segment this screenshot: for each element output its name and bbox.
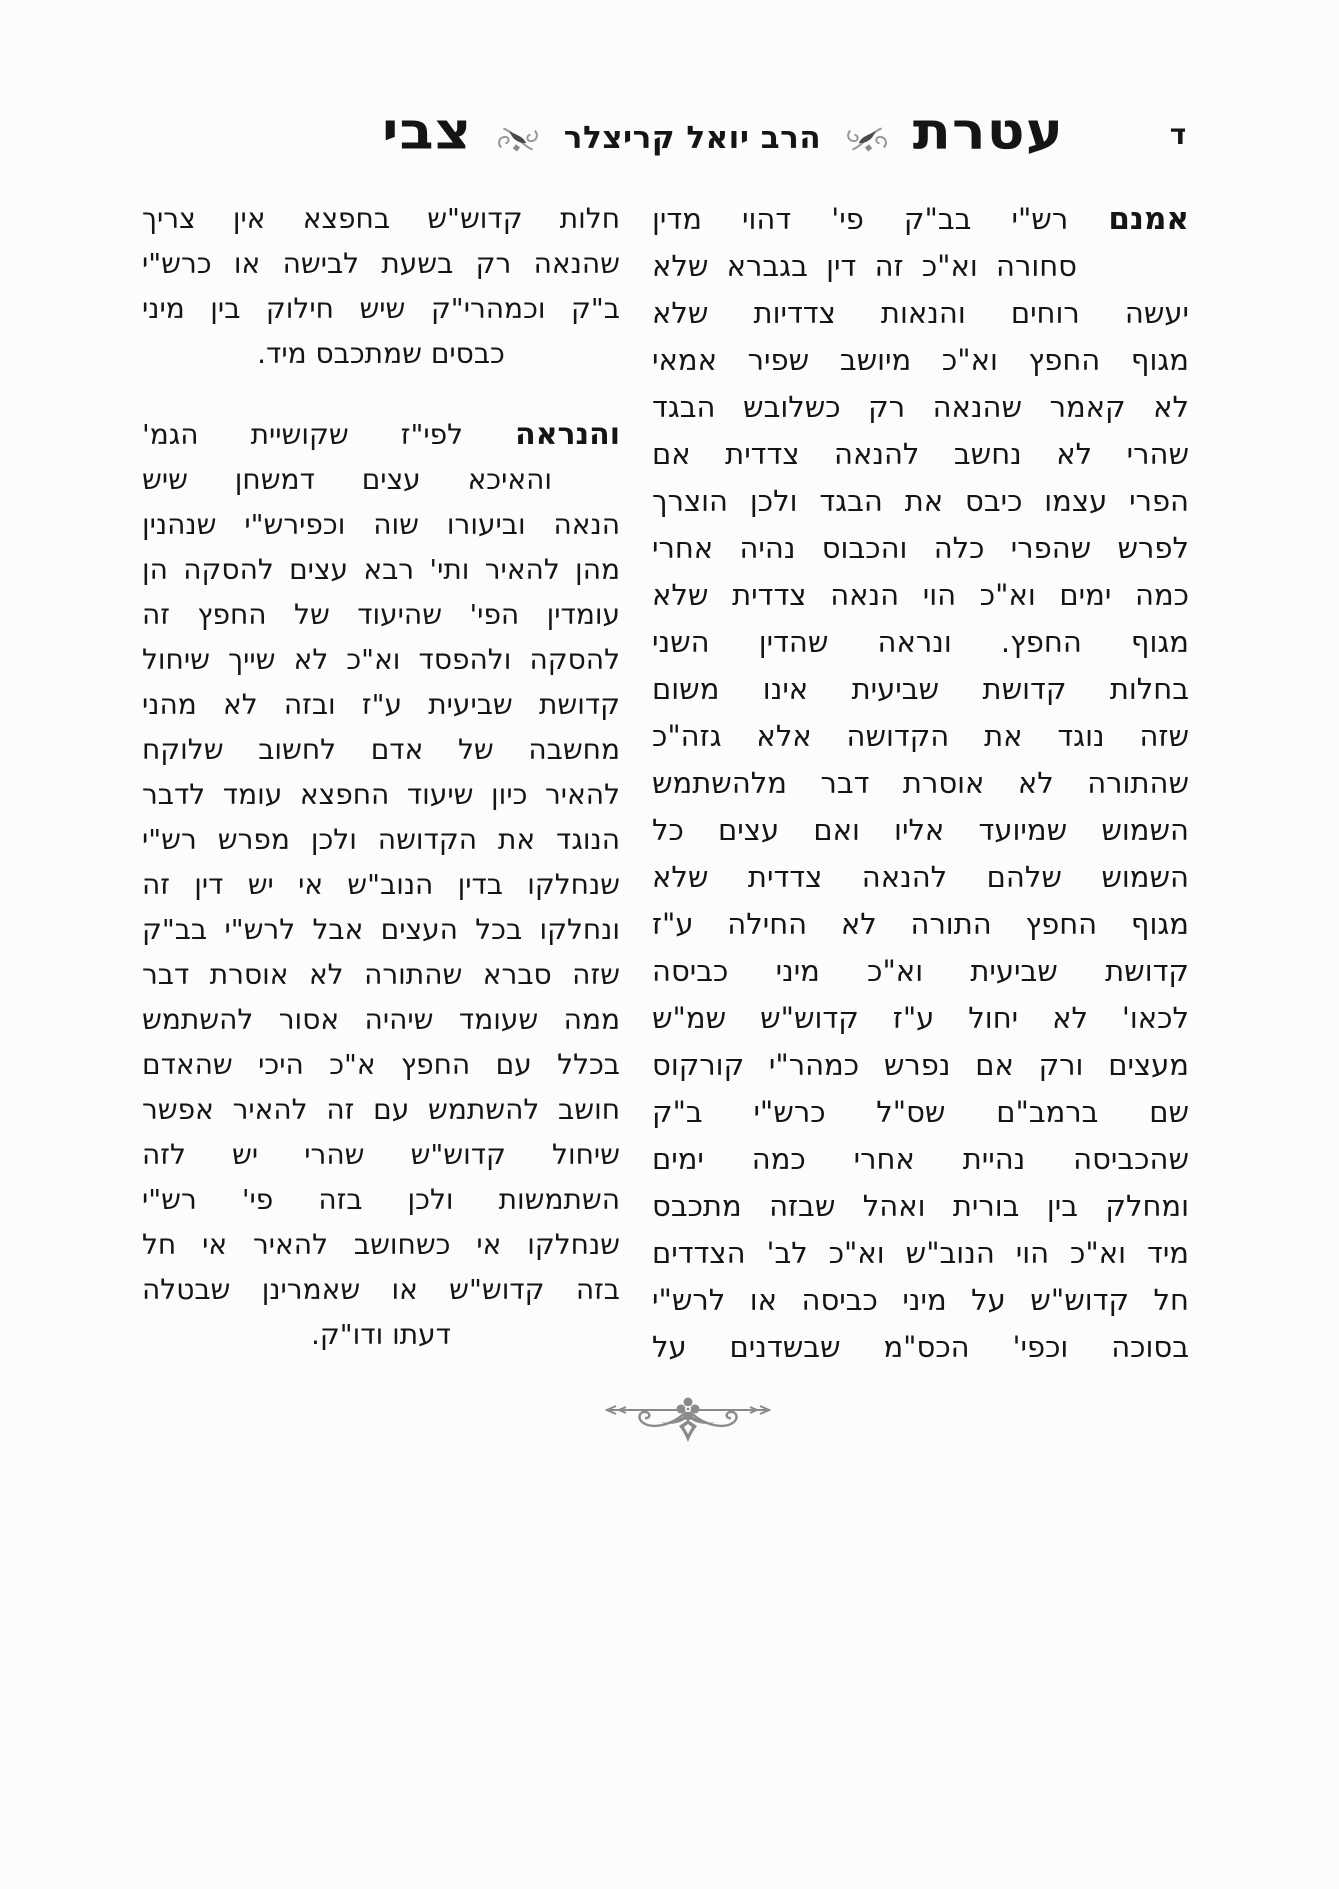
text-line: ממה שעומד שיהיה אסור להשתמש xyxy=(142,1003,620,1036)
text-line: שזה נוגד את הקדושה אלא גזה"כ xyxy=(652,719,1189,753)
text-line: עומדין הפי' שהיעוד של החפץ זה xyxy=(142,598,620,631)
text-line: בסוכה וכפי' הכס"מ שבשדנים על xyxy=(652,1330,1189,1364)
text-line: שזה סברא שהתורה לא אוסרת דבר xyxy=(142,958,620,991)
text-line: ומחלק בין בורית ואהל שבזה מתכבס xyxy=(652,1189,1189,1223)
left-column-paragraph2 xyxy=(142,412,620,1357)
page-header xyxy=(382,86,1064,160)
text-line: מגוף החפץ וא"כ מיושב שפיר אמאי xyxy=(652,343,1189,377)
text-line: השמוש שמיועד אליו ואם עצים כל xyxy=(652,813,1189,847)
text-line: ונחלקו בכל העצים אבל לרש"י בב"ק xyxy=(142,913,620,946)
text-line: סחורה וא"כ זה דין בגברא שלא xyxy=(652,249,1077,283)
text-line-rest: רש"י בב"ק פי' דהוי מדין xyxy=(652,202,1069,236)
text-line: בכלל עם החפץ א"כ היכי שהאדם xyxy=(142,1048,620,1081)
book-title-left: צבי xyxy=(382,101,473,162)
text-line: בזה קדוש"ש או שאמרינן שבטלה xyxy=(142,1273,620,1306)
text-line: קדושת שביעית ע"ז ובזה לא מהני xyxy=(142,688,620,721)
text-line: להאיר כיון שיעוד החפצא עומד לדבר xyxy=(142,778,620,811)
text-line: הנוגד את הקדושה ולכן מפרש רש"י xyxy=(142,823,620,856)
text-line xyxy=(652,196,1189,243)
text-line: חל קדוש"ש על מיני כביסה או לרש"י xyxy=(652,1283,1189,1317)
text-line: כבסים שמתכבס מיד. xyxy=(257,337,505,370)
text-line: מיד וא"כ הוי הנוב"ש וא"כ לב' הצדדים xyxy=(652,1236,1189,1270)
fleuron-icon xyxy=(495,120,541,160)
text-line: שהרי לא נחשב להנאה צדדית אם xyxy=(652,437,1189,471)
text-line: הנאה וביעורו שוה וכפירש"י שנהנין xyxy=(142,508,620,541)
right-column-lines xyxy=(652,243,1189,1371)
fleuron-icon xyxy=(844,120,890,160)
section-divider-icon xyxy=(604,1396,772,1448)
text-line: לכאו' לא יחול ע"ז קדוש"ש שמ"ש xyxy=(652,1001,1189,1035)
right-column xyxy=(652,196,1189,1371)
text-line: קדושת שביעית וא"כ מיני כביסה xyxy=(652,954,1189,988)
paragraph-opening-word: אמנם xyxy=(1108,201,1189,237)
text-line: מגוף החפץ התורה לא החילה ע"ז xyxy=(652,907,1189,941)
text-line: יעשה רוחים והנאות צדדיות שלא xyxy=(652,296,1189,330)
text-line: שהתורה לא אוסרת דבר מלהשתמש xyxy=(652,766,1189,800)
text-line: בחלות קדושת שביעית אינו משום xyxy=(652,672,1189,706)
text-line: הפרי עצמו כיבס את הבגד ולכן הוצרך xyxy=(652,484,1189,518)
text-line: שהכביסה נהיית אחרי כמה ימים xyxy=(652,1142,1189,1176)
text-line: להסקה ולהפסד וא"כ לא שייך שיחול xyxy=(142,643,620,676)
text-line: שנחלקו בדין הנוב"ש אי יש דין זה xyxy=(142,868,620,901)
text-line: לא קאמר שהנאה רק כשלובש הבגד xyxy=(652,390,1189,424)
text-line: שיחול קדוש"ש שהרי יש לזה xyxy=(142,1138,620,1171)
text-line: מעצים ורק אם נפרש כמהר"י קורקוס xyxy=(652,1048,1189,1082)
author-name: הרב יואל קריצלר xyxy=(563,120,822,156)
left-column xyxy=(142,196,620,1357)
page-number: ד xyxy=(1169,118,1187,151)
text-line: כמה ימים וא"כ הוי הנאה צדדית שלא xyxy=(652,578,1189,612)
text-line: והאיכא עצים דמשחן שיש xyxy=(142,463,552,496)
text-line: ב"ק וכמהרי"ק שיש חילוק בין מיני xyxy=(142,292,620,325)
paragraph-opening-word: והנראה xyxy=(515,417,620,452)
text-line: שהנאה רק בשעת לבישה או כרש"י xyxy=(142,247,620,280)
text-line: שם ברמב"ם שס"ל כרש"י ב"ק xyxy=(652,1095,1189,1129)
text-line: לפרש שהפרי כלה והכבוס נהיה אחרי xyxy=(652,531,1189,565)
text-line: מחשבה של אדם לחשוב שלוקח xyxy=(142,733,620,766)
left-column-paragraph2-lines xyxy=(142,457,620,1312)
text-line: חלות קדוש"ש בחפצא אין צריך xyxy=(142,202,620,235)
text-line xyxy=(142,412,620,457)
text-line: דעתו ודו"ק. xyxy=(311,1318,451,1351)
text-line: השמוש שלהם להנאה צדדית שלא xyxy=(652,860,1189,894)
text-line: שנחלקו אי כשחושב להאיר אי חל xyxy=(142,1228,620,1261)
left-column-paragraph1 xyxy=(142,196,620,331)
text-line-rest: לפי"ז שקושיית הגמ' xyxy=(142,418,464,451)
text-line: מהן להאיר ותי' רבא עצים להסקה הן xyxy=(142,553,620,586)
text-line: השתמשות ולכן בזה פי' רש"י xyxy=(142,1183,620,1216)
text-line: חושב להשתמש עם זה להאיר אפשר xyxy=(142,1093,620,1126)
text-line: מגוף החפץ. ונראה שהדין השני xyxy=(652,625,1189,659)
book-title-right: עטרת xyxy=(912,101,1064,162)
